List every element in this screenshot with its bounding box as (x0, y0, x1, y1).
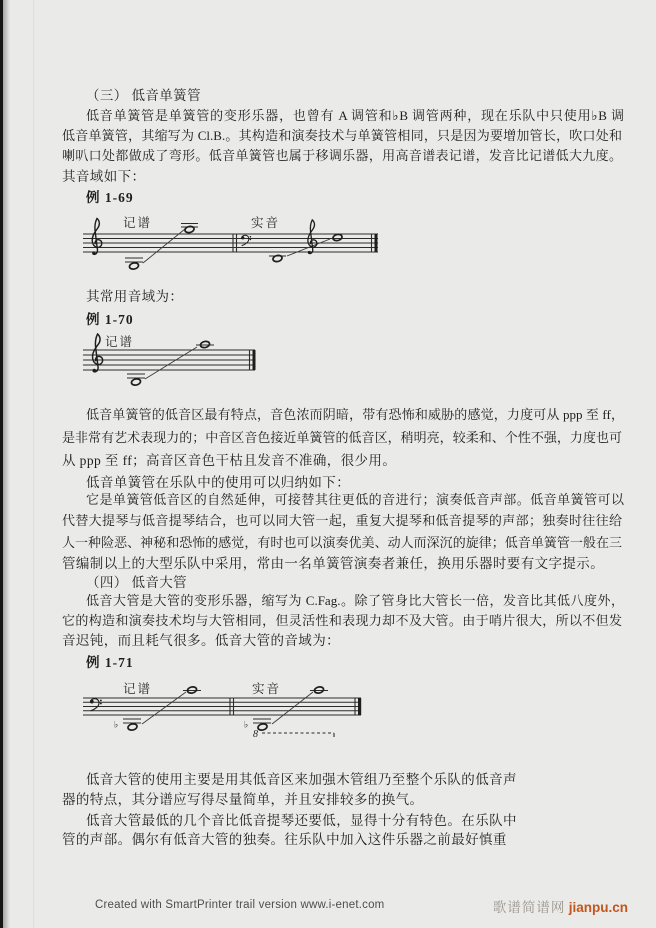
ottava-numeral: 8 (253, 729, 258, 740)
page-crease (33, 0, 34, 928)
text-line: 管的声部。偶尔有低音大管的独奏。往乐队中加入这件乐器之前最好慎重 (62, 832, 507, 847)
text-line: 低音单簧管是单簧管的变形乐器，也曾有 A 调管和♭B 调管两种，现在乐队中只使用♭B 调 (86, 108, 624, 123)
example-label-1-69: 例 1-69 (86, 190, 134, 205)
treble-clef-icon (92, 334, 102, 372)
text-line: 低音大管的使用主要是用其低音区来加强木管组乃至整个乐队的低音声 (86, 772, 517, 787)
jianpu-watermark (493, 896, 628, 916)
music-example-1-70 (83, 328, 268, 394)
text-line: 其常用音域为： (86, 289, 184, 304)
smartprinter-watermark: Created with SmartPrinter trail version www.i-enet.com (95, 899, 385, 911)
text-line: 人一种险恶、神秘和恐怖的感觉，有时也可以演奏优美、动人而深沉的旋律；低音单簧管一般在三 (62, 535, 622, 550)
site-name: 歌谱简谱网 (492, 900, 566, 915)
treble-clef-icon (92, 218, 102, 254)
caption-notated: 记谱 (105, 335, 135, 349)
low-note-notated (125, 258, 143, 270)
text-line: 音迟钝，而且耗气很多。低音大管的音域为： (62, 633, 340, 648)
caption-actual: 实音 (251, 216, 281, 230)
high-note (196, 340, 214, 348)
bass-clef-icon (90, 699, 102, 711)
example-label-1-71: 例 1-71 (86, 655, 134, 670)
section-heading-4: （四） 低音大管 (86, 575, 188, 590)
caption-notated: 记谱 (123, 216, 153, 230)
low-note-actual (269, 254, 286, 262)
treble-clef-icon (308, 220, 317, 254)
scan-edge-shadow (3, 0, 10, 928)
text-line: 管编制以上的大型乐队中采用，常由一名单簧管演奏者兼任，换用乐器时要有文字提示。 (62, 556, 605, 571)
range-connector (272, 692, 313, 724)
text-line: 低音单簧管，其缩写为 Cl.B.。其构造和演奏技术与单簧管相同，只是因为要增加管长，吹口处和 (62, 128, 622, 143)
low-note (127, 374, 145, 386)
text-line: 低音单簧管在乐队中的使用可以归纳如下： (86, 475, 351, 490)
range-connector (142, 692, 186, 724)
text-line: 低音大管是大管的变形乐器，缩写为 C.Fag.。除了管身比大管长一倍，发音比其低八度外， (86, 593, 624, 608)
high-note-actual (310, 686, 328, 694)
caption-actual: 实音 (252, 682, 282, 696)
site-domain: jianpu.cn (568, 900, 628, 915)
text-line: 其音域如下： (62, 169, 146, 184)
text-line: 它是单簧管低音区的自然延伸，可接替其往更低的音进行；演奏低音声部。低音单簧管可以 (86, 492, 624, 507)
ottava-bassa-marking (253, 729, 334, 740)
high-note-notated (181, 224, 198, 234)
text-line: 低音大管最低的几个音比低音提琴还要低，显得十分有特色。在乐队中 (86, 813, 517, 828)
staff-lines (83, 698, 361, 715)
flat-sign: ♭ (244, 720, 249, 731)
text-line: 器的特点，其分谱应写得尽量简单，并且安排较多的换气。 (62, 792, 424, 807)
high-note-notated (183, 686, 201, 694)
text-line: 低音单簧管的低音区最有特点，音色浓而阴暗，带有恐怖和威胁的感觉，力度可从 ppp 至 ff， (86, 407, 624, 422)
caption-notated: 记谱 (123, 682, 153, 696)
bass-clef-icon (241, 235, 251, 245)
text-line: 是非常有艺术表现力的；中音区音色接近单簧管的低音区，稍明亮，较柔和、个性不强，力度也可 (62, 430, 622, 445)
low-note-notated (114, 719, 141, 731)
text-line: 从 ppp 至 ff；高音区音色干枯且发音不准确，很少用。 (62, 453, 397, 468)
staff-lines (83, 350, 255, 370)
text-line: 代替大提琴与低音提琴结合，也可以同大管一起，重复大提琴和低音提琴的声部；独奏时往往给 (62, 513, 622, 528)
music-example-1-71 (83, 676, 373, 746)
flat-sign: ♭ (114, 720, 119, 731)
text-line: 喇叭口处都做成了弯形。低音单簧管也属于移调乐器，用高音谱表记谱，发音比记谱低大九度。 (62, 148, 622, 163)
text-line: 它的构造和演奏技术均与大管相同，但灵活性和表现力却不及大管。由于哨片很大，所以不但发 (62, 613, 622, 628)
range-connector (145, 347, 197, 379)
section-heading-3: （三） 低音单簧管 (86, 88, 201, 103)
high-note-actual (332, 233, 342, 241)
example-label-1-70: 例 1-70 (86, 312, 134, 327)
music-example-1-69 (83, 212, 383, 284)
